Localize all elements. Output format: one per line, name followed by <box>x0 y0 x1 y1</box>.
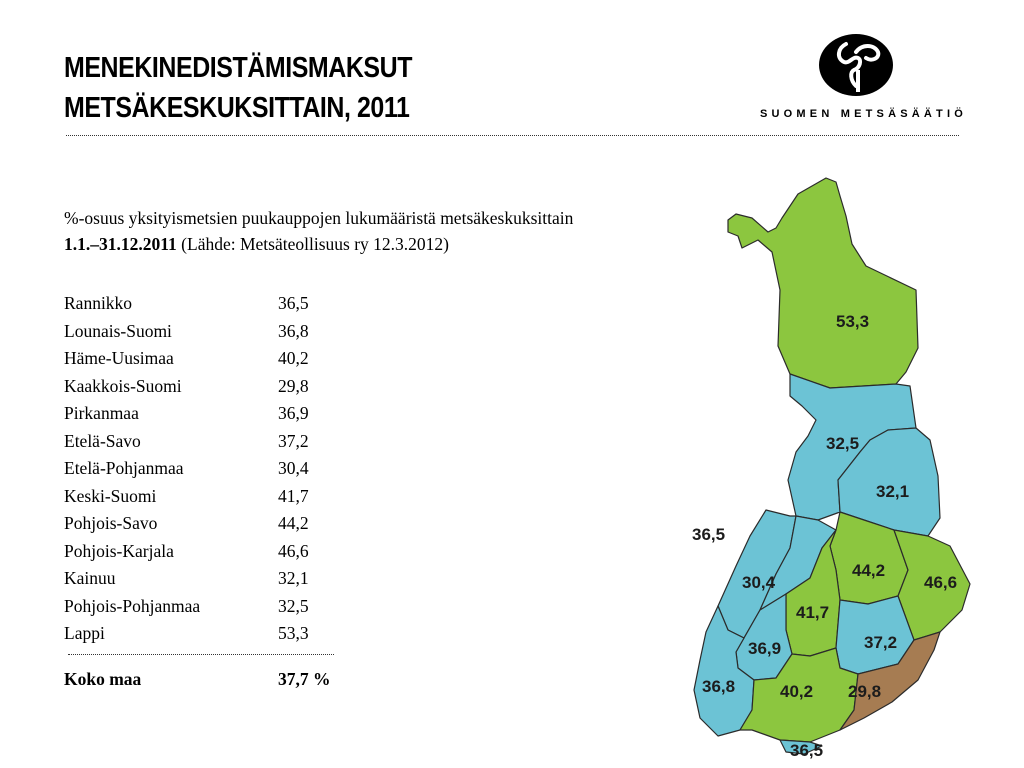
map-label-keski-suomi: 41,7 <box>796 603 830 622</box>
map-label-pohjois-savo: 44,2 <box>852 561 886 580</box>
region-value: 30,4 <box>278 458 309 479</box>
map-label-etela-pohjanmaa: 30,4 <box>742 573 776 592</box>
region-value: 32,1 <box>278 568 309 589</box>
map-label-pirkanmaa: 36,9 <box>748 639 782 658</box>
title-line-1: MENEKINEDISTÄMISMAKSUT <box>64 52 413 84</box>
region-name: Pohjois-Savo <box>64 513 158 534</box>
region-name: Kainuu <box>64 568 116 589</box>
region-name: Pirkanmaa <box>64 403 139 424</box>
region-value: 40,2 <box>278 348 309 369</box>
logo <box>760 30 967 120</box>
table-row <box>64 565 334 593</box>
page-title <box>64 48 412 128</box>
map-label-hame-uusimaa: 40,2 <box>780 682 814 701</box>
map-label-rannikko-north: 36,5 <box>692 525 726 544</box>
map-label-pohjois-karjala: 46,6 <box>924 573 958 592</box>
title-line-2: METSÄKESKUKSITTAIN, 2011 <box>64 92 410 124</box>
region-table <box>64 290 334 690</box>
table-row <box>64 455 334 483</box>
region-value: 44,2 <box>278 513 309 534</box>
table-row <box>64 593 334 621</box>
map-label-lounais-suomi: 36,8 <box>702 677 736 696</box>
header-divider <box>66 135 959 136</box>
region-value: 29,8 <box>278 375 309 396</box>
region-value: 36,5 <box>278 293 309 314</box>
region-name: Keski-Suomi <box>64 485 157 506</box>
total-label: Koko maa <box>64 668 142 689</box>
region-name: Etelä-Pohjanmaa <box>64 458 184 479</box>
region-name: Etelä-Savo <box>64 430 141 451</box>
table-row <box>64 620 334 648</box>
tree-globe-logo-icon <box>816 30 896 100</box>
logo-text: SUOMEN METSÄSÄÄTIÖ <box>760 108 967 120</box>
region-value: 36,8 <box>278 320 309 341</box>
region-name: Lappi <box>64 623 105 644</box>
table-row <box>64 345 334 373</box>
region-value: 37,2 <box>278 430 309 451</box>
table-row <box>64 428 334 456</box>
total-row <box>64 669 334 690</box>
region-value: 32,5 <box>278 595 309 616</box>
map-label-lappi: 53,3 <box>836 312 870 331</box>
map-label-rannikko-south: 36,5 <box>790 741 824 760</box>
map-label-etela-savo: 37,2 <box>864 633 898 652</box>
region-value: 36,9 <box>278 403 309 424</box>
region-value: 53,3 <box>278 623 309 644</box>
subtitle-source: (Lähde: Metsäteollisuus ry 12.3.2012) <box>176 234 449 254</box>
table-row <box>64 510 334 538</box>
table-row <box>64 483 334 511</box>
map-label-pohjois-pohjanmaa: 32,5 <box>826 434 860 453</box>
map-label-kainuu: 32,1 <box>876 482 910 501</box>
table-separator <box>68 654 334 655</box>
region-name: Pohjois-Pohjanmaa <box>64 595 201 616</box>
table-row <box>64 290 334 318</box>
subtitle-dates: 1.1.–31.12.2011 <box>64 234 177 254</box>
region-value: 46,6 <box>278 540 309 561</box>
region-value: 41,7 <box>278 485 309 506</box>
table-row <box>64 373 334 401</box>
map-label-kaakkois-suomi: 29,8 <box>848 682 882 701</box>
region-name: Pohjois-Karjala <box>64 540 174 561</box>
region-name: Häme-Uusimaa <box>64 348 174 369</box>
table-row <box>64 318 334 346</box>
region-name: Rannikko <box>64 293 133 314</box>
table-row <box>64 538 334 566</box>
subtitle-description: %-osuus yksityismetsien puukauppojen lukumääristä metsäkeskuksittain <box>64 208 574 228</box>
finland-map <box>640 170 980 760</box>
table-row <box>64 400 334 428</box>
map-region-lappi <box>728 178 918 388</box>
region-name: Kaakkois-Suomi <box>64 375 182 396</box>
total-value: 37,7 % <box>278 668 331 689</box>
region-name: Lounais-Suomi <box>64 320 172 341</box>
subtitle <box>64 205 724 257</box>
